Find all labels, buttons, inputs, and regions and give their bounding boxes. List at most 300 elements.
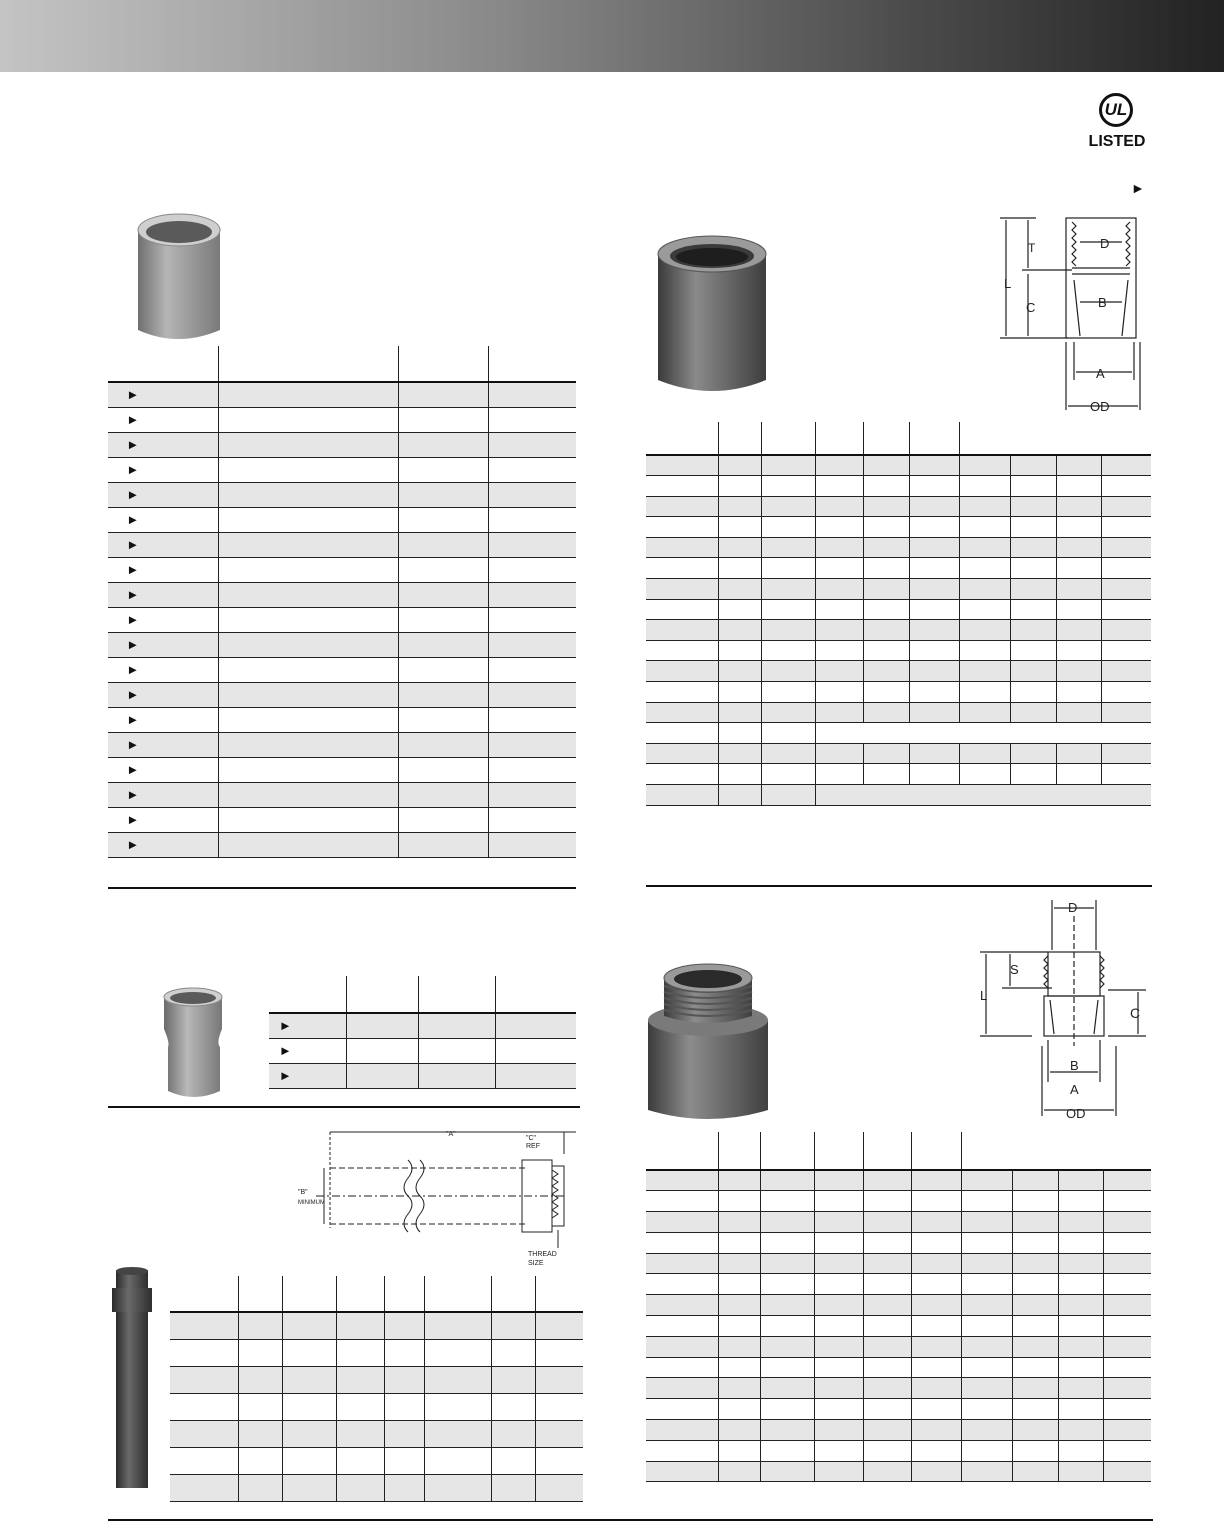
table-cell	[863, 1295, 911, 1316]
table-cell	[108, 832, 218, 857]
table-cell	[814, 1253, 863, 1274]
table-cell	[863, 579, 909, 600]
table-cell	[863, 640, 909, 661]
table-cell	[488, 607, 576, 632]
table-row	[170, 1366, 583, 1393]
table-cell	[398, 407, 488, 432]
table-cell	[718, 1170, 760, 1191]
table-cell	[170, 1393, 238, 1420]
table-cell	[909, 496, 959, 517]
table-cell	[218, 782, 398, 807]
table-cell	[1103, 1295, 1151, 1316]
table-cell	[1103, 1316, 1151, 1337]
table-cell	[863, 1357, 911, 1378]
table-cell	[282, 1366, 336, 1393]
table-row	[646, 1295, 1151, 1316]
table-cell	[911, 1232, 961, 1253]
table-cell	[398, 632, 488, 657]
table-cell	[1010, 640, 1056, 661]
table-cell	[814, 1357, 863, 1378]
arrow-marker-icon: ►	[126, 587, 140, 602]
table-cell	[218, 407, 398, 432]
table-row	[646, 1357, 1151, 1378]
dim-od-label: OD	[1090, 399, 1110, 414]
table-cell	[491, 1393, 535, 1420]
table-cell	[718, 702, 761, 723]
table-cell	[646, 1420, 718, 1441]
table-cell	[761, 743, 815, 764]
table-row	[646, 1378, 1151, 1399]
table-cell	[1103, 1212, 1151, 1233]
table-cell	[491, 1366, 535, 1393]
table-cell	[911, 1170, 961, 1191]
table-row	[646, 702, 1151, 723]
table-cell	[718, 1274, 760, 1295]
couplings-table	[108, 346, 576, 858]
table-row	[646, 1399, 1151, 1420]
table-cell	[170, 1420, 238, 1447]
table-cell	[282, 1447, 336, 1474]
table-cell	[282, 1393, 336, 1420]
table-cell	[760, 1440, 814, 1461]
table-cell	[911, 1295, 961, 1316]
table-cell	[336, 1447, 384, 1474]
table-cell	[646, 1253, 718, 1274]
table-cell	[646, 1232, 718, 1253]
table-cell	[646, 702, 718, 723]
table-cell	[863, 599, 909, 620]
table-row	[170, 1312, 583, 1339]
table-cell	[911, 1316, 961, 1337]
table-cell	[1010, 537, 1056, 558]
dim-c-label: C	[1026, 300, 1036, 315]
table-cell	[718, 1316, 760, 1337]
dim-l-label: L	[1004, 276, 1012, 291]
table-cell	[961, 1461, 1012, 1482]
table-cell	[911, 1274, 961, 1295]
table-cell	[488, 532, 576, 557]
table-cell	[1101, 496, 1151, 517]
table-cell	[646, 1191, 718, 1212]
table-cell	[961, 1295, 1012, 1316]
ul-circle: UL	[1099, 93, 1133, 127]
table-cell	[961, 1191, 1012, 1212]
female-adapter-table	[646, 422, 1151, 806]
table-cell	[269, 1063, 346, 1088]
section-divider	[108, 1106, 580, 1108]
table-cell	[814, 1191, 863, 1212]
table-cell	[1103, 1253, 1151, 1274]
table-row	[646, 1274, 1151, 1295]
table-row	[269, 1038, 576, 1063]
table-cell	[1056, 558, 1101, 579]
table-cell	[495, 1063, 576, 1088]
table-cell	[282, 1339, 336, 1366]
table-cell	[398, 582, 488, 607]
table-cell	[282, 1474, 336, 1501]
table-cell	[863, 702, 909, 723]
table-cell	[761, 599, 815, 620]
table-cell	[863, 1420, 911, 1441]
table-cell	[535, 1312, 583, 1339]
bell-end-table	[269, 976, 576, 1089]
table-cell	[718, 1253, 760, 1274]
table-cell	[218, 807, 398, 832]
table-cell	[1012, 1274, 1058, 1295]
table-cell	[815, 785, 1151, 806]
table-cell	[815, 579, 863, 600]
table-row	[646, 764, 1151, 785]
table-cell	[646, 537, 718, 558]
table-cell	[909, 537, 959, 558]
dim-c-label: "C"	[526, 1135, 537, 1142]
table-cell	[863, 1170, 911, 1191]
table-cell	[814, 1295, 863, 1316]
table-cell	[170, 1339, 238, 1366]
table-cell	[718, 1440, 760, 1461]
table-cell	[760, 1336, 814, 1357]
table-row	[646, 1170, 1151, 1191]
table-cell	[488, 682, 576, 707]
table-cell	[761, 682, 815, 703]
table-cell	[760, 1212, 814, 1233]
table-cell	[384, 1447, 424, 1474]
table-cell	[1012, 1316, 1058, 1337]
table-cell	[1012, 1399, 1058, 1420]
dim-b-label: B	[1098, 295, 1107, 310]
table-cell	[488, 732, 576, 757]
table-cell	[718, 1232, 760, 1253]
table-row	[108, 507, 576, 532]
ul-listed-logo	[1086, 93, 1148, 159]
table-cell	[646, 517, 718, 538]
table-cell	[108, 732, 218, 757]
table-row	[646, 1420, 1151, 1441]
table-cell	[961, 1336, 1012, 1357]
table-cell	[1012, 1212, 1058, 1233]
table-cell	[1101, 537, 1151, 558]
table-cell	[761, 517, 815, 538]
table-cell	[959, 496, 1010, 517]
table-cell	[863, 1232, 911, 1253]
table-cell	[959, 537, 1010, 558]
table-row	[108, 557, 576, 582]
table-row	[170, 1420, 583, 1447]
table-cell	[863, 1191, 911, 1212]
table-cell	[398, 782, 488, 807]
table-cell	[1101, 661, 1151, 682]
table-cell	[398, 457, 488, 482]
table-cell	[718, 455, 761, 476]
table-row	[108, 582, 576, 607]
table-cell	[863, 661, 909, 682]
table-cell	[646, 723, 718, 744]
table-cell	[1056, 682, 1101, 703]
table-cell	[646, 1440, 718, 1461]
table-cell	[761, 476, 815, 497]
table-cell	[1058, 1232, 1103, 1253]
table-row	[646, 496, 1151, 517]
table-cell	[218, 632, 398, 657]
table-cell	[909, 558, 959, 579]
table-cell	[1010, 743, 1056, 764]
table-cell	[909, 620, 959, 641]
table-row	[108, 632, 576, 657]
table-cell	[646, 496, 718, 517]
table-row	[108, 782, 576, 807]
table-cell	[491, 1312, 535, 1339]
bell-end-photo	[160, 985, 226, 1101]
table-cell	[1012, 1253, 1058, 1274]
arrow-marker-icon: ►	[278, 1018, 292, 1034]
table-cell	[398, 832, 488, 857]
table-cell	[218, 707, 398, 732]
table-row	[108, 607, 576, 632]
table-cell	[488, 782, 576, 807]
table-cell	[909, 517, 959, 538]
table-cell	[1056, 764, 1101, 785]
table-cell	[718, 620, 761, 641]
dim-d-label: D	[1100, 236, 1110, 251]
table-cell	[1101, 579, 1151, 600]
table-cell	[1101, 640, 1151, 661]
table-cell	[108, 682, 218, 707]
female-adapter-diagram	[992, 212, 1152, 418]
table-cell	[1012, 1461, 1058, 1482]
table-cell	[398, 607, 488, 632]
table-cell	[814, 1336, 863, 1357]
table-cell	[815, 517, 863, 538]
table-cell	[488, 507, 576, 532]
table-cell	[863, 537, 909, 558]
table-cell	[815, 764, 863, 785]
table-cell	[488, 407, 576, 432]
table-cell	[815, 723, 1151, 744]
table-cell	[909, 702, 959, 723]
table-cell	[346, 1038, 418, 1063]
table-cell	[238, 1366, 282, 1393]
table-cell	[646, 579, 718, 600]
table-cell	[1101, 558, 1151, 579]
table-cell	[1010, 496, 1056, 517]
table-cell	[108, 757, 218, 782]
table-cell	[535, 1393, 583, 1420]
table-cell	[863, 1212, 911, 1233]
table-cell	[218, 732, 398, 757]
table-row	[108, 482, 576, 507]
arrow-marker-icon: ►	[126, 462, 140, 477]
table-cell	[815, 558, 863, 579]
arrow-marker-icon: ►	[126, 412, 140, 427]
table-cell	[1103, 1399, 1151, 1420]
table-cell	[1056, 517, 1101, 538]
table-cell	[1058, 1212, 1103, 1233]
table-cell	[646, 764, 718, 785]
table-cell	[1010, 599, 1056, 620]
table-row	[108, 732, 576, 757]
table-cell	[863, 476, 909, 497]
table-cell	[718, 537, 761, 558]
table-cell	[1010, 579, 1056, 600]
pipe-photo	[106, 1266, 160, 1492]
table-cell	[815, 455, 863, 476]
table-cell	[718, 1336, 760, 1357]
table-cell	[761, 661, 815, 682]
table-row	[108, 682, 576, 707]
table-cell	[761, 640, 815, 661]
table-cell	[646, 640, 718, 661]
table-cell	[814, 1274, 863, 1295]
table-row	[646, 455, 1151, 476]
table-cell	[108, 607, 218, 632]
table-row	[108, 707, 576, 732]
arrow-marker-icon: ►	[126, 612, 140, 627]
table-cell	[1010, 455, 1056, 476]
table-cell	[1058, 1399, 1103, 1420]
table-cell	[218, 582, 398, 607]
table-cell	[108, 657, 218, 682]
arrow-marker-icon: ►	[126, 737, 140, 752]
dim-t-label: T	[1028, 241, 1036, 255]
table-cell	[863, 764, 909, 785]
coupling-photo	[130, 212, 230, 348]
dim-ref-label: REF	[526, 1143, 540, 1150]
table-cell	[646, 743, 718, 764]
table-cell	[1058, 1420, 1103, 1441]
table-cell	[760, 1420, 814, 1441]
table-cell	[488, 382, 576, 407]
table-cell	[761, 579, 815, 600]
table-cell	[959, 599, 1010, 620]
table-cell	[718, 1378, 760, 1399]
table-cell	[761, 785, 815, 806]
table-cell	[959, 682, 1010, 703]
table-cell	[646, 1212, 718, 1233]
table-cell	[814, 1212, 863, 1233]
size-label: SIZE	[528, 1260, 544, 1267]
table-cell	[336, 1474, 384, 1501]
table-cell	[108, 807, 218, 832]
dim-b-label: B	[1070, 1058, 1079, 1073]
table-cell	[238, 1420, 282, 1447]
table-cell	[909, 455, 959, 476]
table-cell	[108, 457, 218, 482]
table-cell	[282, 1312, 336, 1339]
table-cell	[646, 1399, 718, 1420]
table-cell	[535, 1447, 583, 1474]
table-cell	[1103, 1191, 1151, 1212]
table-cell	[760, 1170, 814, 1191]
table-cell	[218, 682, 398, 707]
table-cell	[495, 1038, 576, 1063]
table-cell	[718, 599, 761, 620]
table-cell	[909, 579, 959, 600]
table-cell	[961, 1232, 1012, 1253]
table-cell	[1103, 1440, 1151, 1461]
table-row	[269, 1013, 576, 1038]
table-cell	[1101, 702, 1151, 723]
section-divider	[108, 887, 576, 889]
table-cell	[488, 482, 576, 507]
table-cell	[961, 1440, 1012, 1461]
table-cell	[646, 1336, 718, 1357]
table-cell	[218, 382, 398, 407]
table-row	[646, 1316, 1151, 1337]
footer-divider	[108, 1519, 1153, 1521]
table-cell	[491, 1474, 535, 1501]
table-cell	[108, 507, 218, 532]
table-row	[108, 457, 576, 482]
table-cell	[1103, 1357, 1151, 1378]
table-cell	[218, 832, 398, 857]
table-cell	[488, 582, 576, 607]
table-cell	[491, 1447, 535, 1474]
table-cell	[1010, 661, 1056, 682]
table-cell	[814, 1440, 863, 1461]
table-cell	[1010, 517, 1056, 538]
table-cell	[718, 682, 761, 703]
table-cell	[718, 723, 761, 744]
table-cell	[218, 507, 398, 532]
table-cell	[718, 785, 761, 806]
table-cell	[1010, 764, 1056, 785]
table-row	[108, 757, 576, 782]
table-cell	[961, 1399, 1012, 1420]
dim-od-label: OD	[1066, 1106, 1086, 1121]
header-bar	[0, 0, 1224, 72]
table-cell	[863, 1316, 911, 1337]
table-cell	[959, 702, 1010, 723]
table-cell	[814, 1378, 863, 1399]
table-row	[108, 532, 576, 557]
table-cell	[760, 1399, 814, 1420]
table-cell	[814, 1461, 863, 1482]
table-cell	[1012, 1232, 1058, 1253]
table-cell	[1056, 640, 1101, 661]
table-cell	[814, 1399, 863, 1420]
table-cell	[718, 1420, 760, 1441]
table-cell	[1101, 764, 1151, 785]
table-cell	[1058, 1357, 1103, 1378]
female-adapter-photo	[652, 230, 772, 400]
table-cell	[398, 432, 488, 457]
table-row	[108, 382, 576, 407]
table-cell	[1056, 743, 1101, 764]
table-cell	[108, 407, 218, 432]
table-cell	[814, 1420, 863, 1441]
table-cell	[911, 1461, 961, 1482]
table-cell	[1101, 476, 1151, 497]
table-row	[170, 1339, 583, 1366]
table-cell	[760, 1378, 814, 1399]
arrow-marker-icon: ►	[126, 712, 140, 727]
table-cell	[495, 1013, 576, 1038]
table-cell	[218, 757, 398, 782]
arrow-marker-icon: ►	[126, 512, 140, 527]
table-cell	[1056, 599, 1101, 620]
dim-a-label: A	[1070, 1082, 1079, 1097]
table-cell	[1010, 682, 1056, 703]
table-cell	[424, 1339, 491, 1366]
table-cell	[760, 1295, 814, 1316]
table-cell	[1058, 1274, 1103, 1295]
table-cell	[718, 496, 761, 517]
table-cell	[108, 782, 218, 807]
table-cell	[1058, 1295, 1103, 1316]
table-cell	[424, 1420, 491, 1447]
table-cell	[760, 1357, 814, 1378]
table-row	[646, 640, 1151, 661]
